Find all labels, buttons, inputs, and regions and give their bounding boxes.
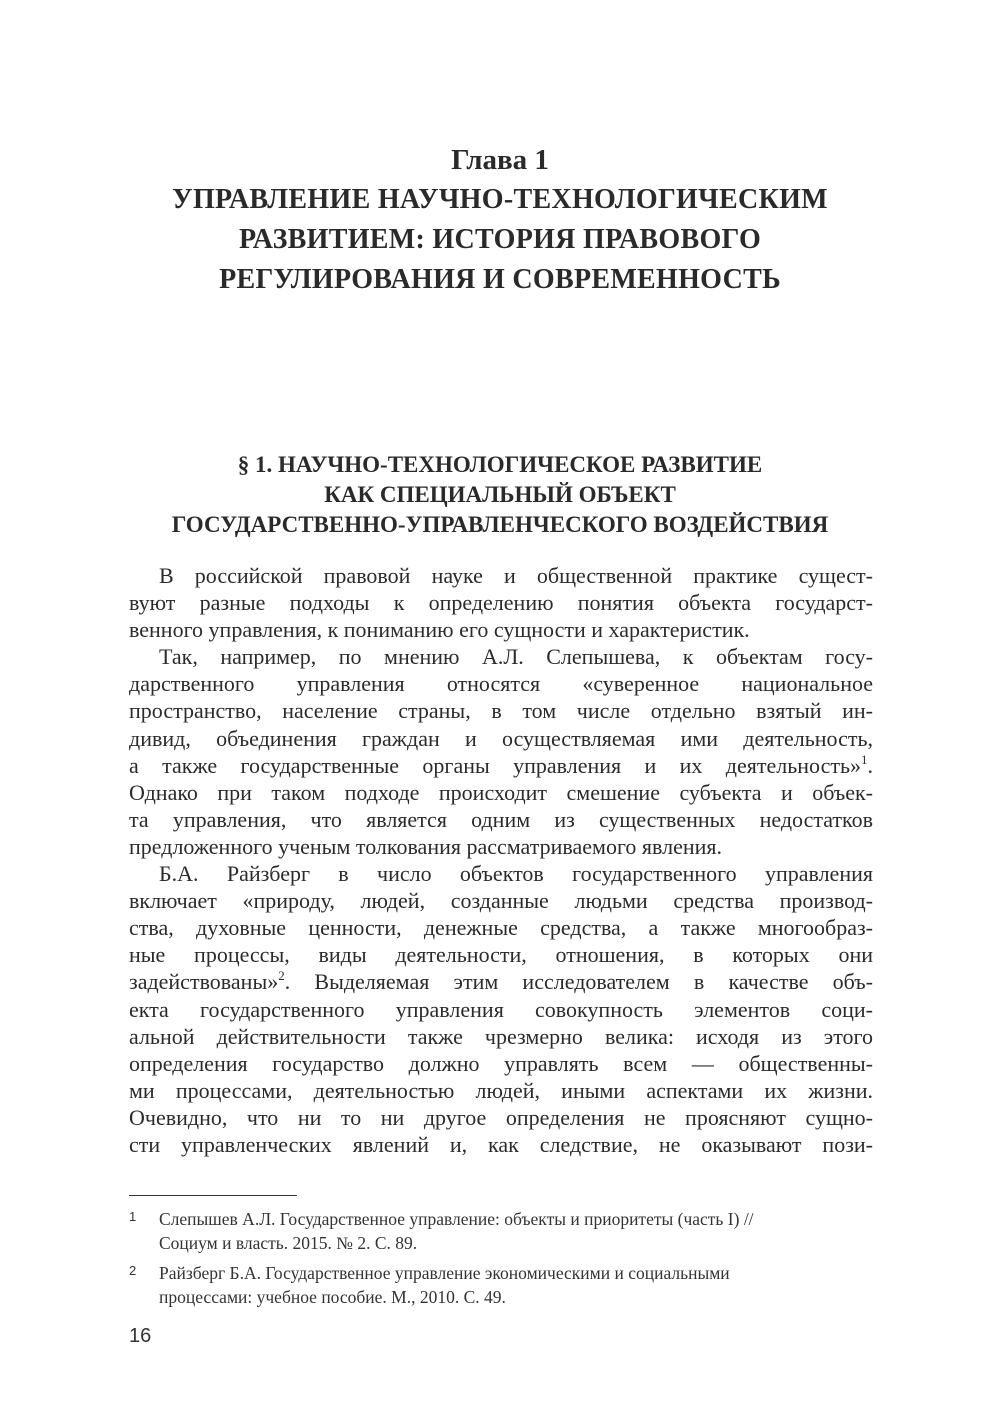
footnote-text bbox=[159, 1207, 873, 1255]
text-line: включает «природу, людей, созданные людьми средства производ- bbox=[129, 888, 873, 914]
text-line: . Выделяемая этим исследователем в качестве объ- bbox=[284, 969, 873, 995]
chapter-title-line: УПРАВЛЕНИЕ НАУЧНО-ТЕХНОЛОГИЧЕСКИМ bbox=[172, 184, 828, 215]
text-line: а также государственные органы управления и их деятельность» bbox=[129, 752, 861, 778]
footnote-mark: 2 bbox=[129, 1263, 137, 1278]
text-line: вуют разные подходы к определению понятия объекта государст- bbox=[129, 590, 873, 616]
footnote-mark: 1 bbox=[129, 1209, 137, 1224]
text-line: определения государство должно управлять всем — общественны- bbox=[129, 1050, 873, 1076]
text-line: В российской правовой науке и общественной практике сущест- bbox=[159, 563, 873, 588]
chapter-title-line: РАЗВИТИЕМ: ИСТОРИЯ ПРАВОВОГО bbox=[238, 224, 762, 255]
text-line: Очевидно, что ни то ни другое определения не проясняют сущно- bbox=[129, 1104, 873, 1130]
section-title-line: § 1. НАУЧНО-ТЕХНОЛОГИЧЕСКОЕ РАЗВИТИЕ bbox=[237, 452, 763, 477]
page-number: 16 bbox=[129, 1325, 152, 1347]
text-line: Б.А. Райзберг в число объектов государственного управления bbox=[159, 861, 873, 887]
text-line-with-ref: а также государственные органы управления и их деятельность»$^1$. bbox=[129, 751, 873, 778]
text-line: пространство, население страны, в том числе отдельно взятый ин- bbox=[129, 698, 873, 724]
footnote-text bbox=[159, 1261, 873, 1309]
text-line: екта государственного управления совокупность элементов соци- bbox=[129, 996, 873, 1022]
chapter-heading bbox=[100, 140, 900, 300]
text-line: задействованы» bbox=[129, 969, 279, 995]
footnote-line: Райзберг Б.А. Государственное управление экономическими и социальными bbox=[159, 1263, 730, 1283]
text-line: альной действительности также чрезмерно велика: исходя из этого bbox=[129, 1023, 873, 1049]
text-line: Так, например, по мнению А.Л. Слепышева, к объектам госу- bbox=[159, 644, 873, 670]
text-line: дарственного управления относятся «суверенное национальное bbox=[129, 671, 873, 697]
text-line: ные процессы, виды деятельности, отношения, в которых они bbox=[129, 942, 873, 968]
text-line: дивид, объединения граждан и осуществляемая ими деятельность, bbox=[129, 725, 873, 751]
text-line: Однако при таком подходе происходит смешение субъекта и объек- bbox=[129, 779, 873, 805]
footnote-line: процессами: учебное пособие. М., 2010. С. 49. bbox=[159, 1287, 506, 1307]
footnote-1 bbox=[129, 1207, 873, 1255]
footnote-line: Слепышев А.Л. Государственное управление: объекты и приоритеты (часть I) // bbox=[159, 1209, 754, 1229]
text-line-with-ref bbox=[129, 968, 873, 995]
section-title-line: КАК СПЕЦИАЛЬНЫЙ ОБЪЕКТ bbox=[324, 482, 676, 507]
footnote-ref-1[interactable]: 1 bbox=[861, 751, 868, 767]
chapter-title-line: РЕГУЛИРОВАНИЯ И СОВРЕМЕННОСТЬ bbox=[219, 264, 781, 295]
text-line: ми процессами, деятельностью людей, иными аспектами их жизни. bbox=[129, 1077, 873, 1103]
footnote-line: Социум и власть. 2015. № 2. С. 89. bbox=[159, 1233, 418, 1253]
text-line: сти управленческих явлений и, как следствие, не оказывают пози- bbox=[129, 1131, 873, 1157]
section-heading bbox=[100, 450, 900, 540]
body-text bbox=[129, 562, 873, 1158]
text-line: венного управления, к пониманию его сущности и характеристик. bbox=[129, 617, 750, 643]
section-title-line: ГОСУДАРСТВЕННО-УПРАВЛЕНЧЕСКОГО ВОЗДЕЙСТВИЯ bbox=[171, 512, 829, 537]
footnote-divider bbox=[129, 1195, 297, 1196]
text-line: та управления, что является одним из существенных недостатков bbox=[129, 806, 873, 832]
footnote-ref-2[interactable]: 2 bbox=[278, 968, 285, 984]
footnote-2 bbox=[129, 1261, 873, 1309]
text-line: предложенного ученым толкования рассматриваемого явления. bbox=[129, 833, 723, 859]
chapter-number: Глава 1 bbox=[451, 144, 549, 176]
text-line: ства, духовные ценности, денежные средства, а также многообраз- bbox=[129, 915, 873, 941]
